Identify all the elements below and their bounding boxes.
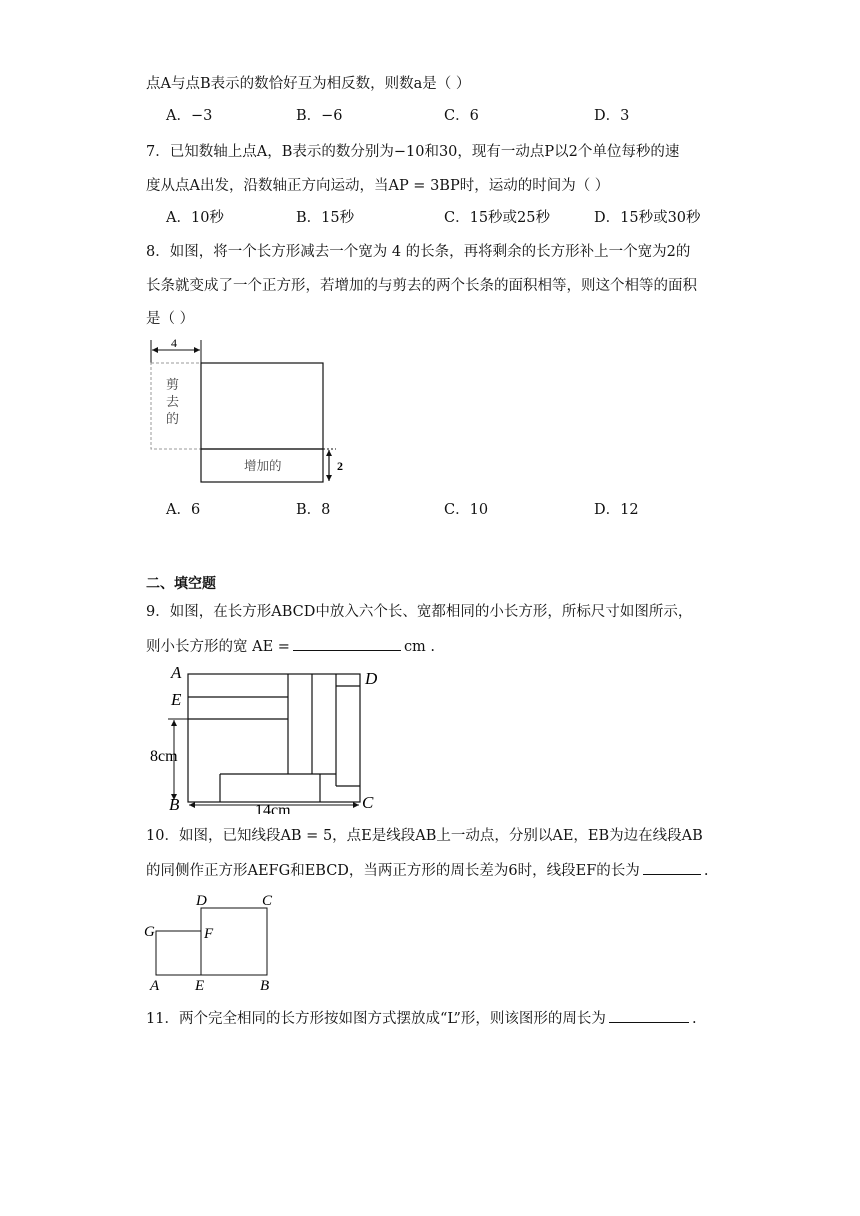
q10-vertex-a: A <box>150 978 160 994</box>
q8-line-3: 是（ ） <box>146 311 195 327</box>
q10-line-1: 10．如图，已知线段AB = 5，点E是线段AB上一动点，分别以AE，EB为边在线段AB <box>146 828 703 844</box>
q9-vertex-d: D <box>365 669 378 688</box>
q7-option-d[interactable]: D．15秒或30秒 <box>594 210 701 226</box>
q11-line-1-prefix: 11．两个完全相同的长方形按如图方式摆放成“L”形，则该图形的周长为 <box>146 1011 606 1027</box>
q10-vertex-d: D <box>196 893 207 909</box>
q10-figure <box>140 888 290 996</box>
q8-line-1: 8．如图，将一个长方形减去一个宽为 4 的长条，再将剩余的长方形补上一个宽为2的 <box>146 244 691 260</box>
q8-option-c[interactable]: C．10 <box>444 502 489 518</box>
q8-option-d[interactable]: D．12 <box>594 502 639 518</box>
q8-cut-label-2: 去 <box>166 395 180 410</box>
q9-vertex-a: A <box>171 663 182 682</box>
q6-stem: 点A与点B表示的数恰好互为相反数，则数a是（ ） <box>146 76 471 92</box>
q9-line-2-prefix: 则小长方形的宽 AE = <box>146 639 290 655</box>
q11-answer-blank[interactable] <box>609 1008 689 1023</box>
q9-vertex-b: B <box>169 795 180 814</box>
q10-vertex-g: G <box>144 924 155 940</box>
q10-line-2 <box>146 860 708 881</box>
q7-line-1: 7．已知数轴上点A，B表示的数分别为−10和30，现有一动点P以2个单位每秒的速 <box>146 144 680 160</box>
q7-option-b[interactable]: B．15秒 <box>296 210 355 226</box>
q10-vertex-b: B <box>260 978 270 994</box>
q9-width-label: 14cm <box>255 802 291 814</box>
q7-option-c[interactable]: C．15秒或25秒 <box>444 210 550 226</box>
q8-added-label: 增加的 <box>244 458 282 473</box>
q8-figure <box>140 336 360 488</box>
q8-side-label: 2 <box>337 459 343 473</box>
q9-vertex-c: C <box>362 793 374 812</box>
section-title: 二、填空题 <box>146 576 216 592</box>
q8-cut-label-1: 剪 <box>166 378 180 393</box>
q6-option-a[interactable]: A．−3 <box>166 108 213 124</box>
q10-vertex-c: C <box>262 893 273 909</box>
q9-line-1: 9．如图，在长方形ABCD中放入六个长、宽都相同的小长方形，所标尺寸如图所示， <box>146 604 693 620</box>
q11-line-1-suffix: . <box>691 1011 697 1027</box>
q6-option-d[interactable]: D．3 <box>594 108 630 124</box>
q8-cut-label-3: 的 <box>166 412 180 427</box>
q8-option-b[interactable]: B．8 <box>296 502 331 518</box>
q9-height-label: 8cm <box>150 748 178 765</box>
q7-line-2: 度从点A出发，沿数轴正方向运动，当AP = 3BP时，运动的时间为（ ） <box>146 178 610 194</box>
q9-vertex-e: E <box>171 690 182 709</box>
q9-line-2 <box>146 636 435 657</box>
q10-answer-blank[interactable] <box>643 860 701 875</box>
q10-vertex-f: F <box>204 926 214 942</box>
q9-answer-blank[interactable] <box>293 636 401 651</box>
q10-vertex-e: E <box>195 978 205 994</box>
q10-line-2-prefix: 的同侧作正方形AEFG和EBCD，当两正方形的周长差为6时，线段EF的长为 <box>146 863 640 879</box>
q6-option-c[interactable]: C．6 <box>444 108 479 124</box>
q10-line-2-suffix: . <box>703 863 709 879</box>
q6-option-b[interactable]: B．−6 <box>296 108 343 124</box>
q8-width-label: 4 <box>171 336 177 350</box>
q8-line-2: 长条就变成了一个正方形，若增加的与剪去的两个长条的面积相等，则这个相等的面积 <box>146 278 697 294</box>
q9-line-2-suffix: cm . <box>403 639 436 655</box>
q9-figure <box>140 662 390 814</box>
q11-line-1 <box>146 1008 697 1029</box>
q8-option-a[interactable]: A．6 <box>166 502 201 518</box>
q7-option-a[interactable]: A．10秒 <box>166 210 224 226</box>
